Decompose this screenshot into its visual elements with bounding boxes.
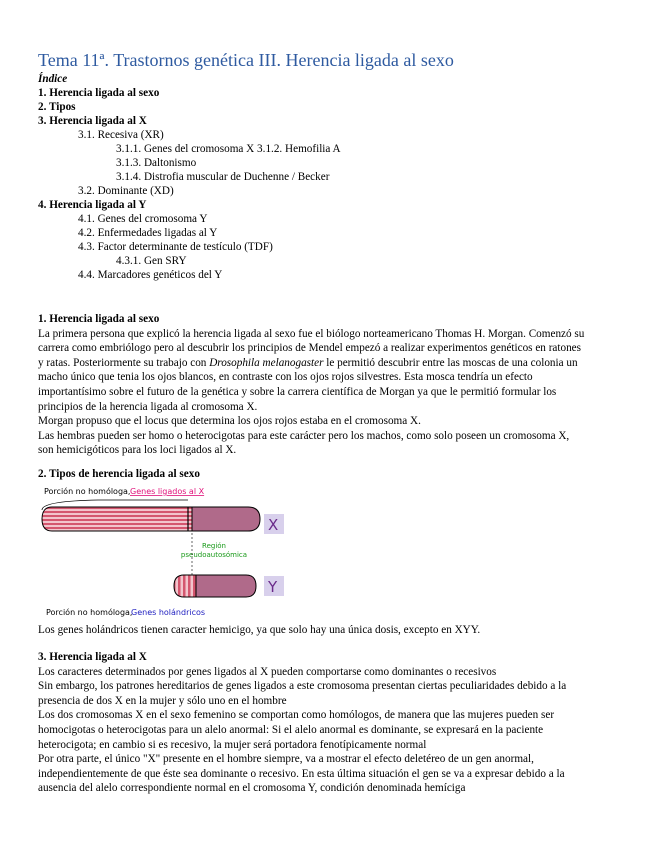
paragraph-line: Por otra parte, el único "X" presente en el hombre siempre, va a mostrar el efecto deletéreo de un gen anormal, — [38, 753, 534, 766]
toc-item: 3.1.4. Distrofia muscular de Duchenne / Becker — [116, 171, 330, 183]
paragraph-line: independientemente de que éste sea dominante o recesivo. En esta última situación el gen se va a expresar debido a la — [38, 767, 565, 780]
toc-item: 3.2. Dominante (XD) — [78, 185, 174, 197]
toc-item: 3.1. Recesiva (XR) — [78, 129, 164, 141]
paragraph-line: macho único que tenia los ojos blancos, en contraste con los ojos rojos silvestres. Esta mosca tendría un efecto — [38, 371, 533, 384]
paragraph-line: La primera persona que explicó la herencia ligada al sexo fue el biólogo norteamericano Thomas H. Morgan. Comenzó su — [38, 327, 585, 340]
top-label-a: Porción no homóloga, — [44, 487, 131, 496]
x-label: X — [268, 516, 279, 534]
region-label-2: pseudoautosómica — [180, 551, 248, 559]
paragraph-line: Sin embargo, los patrones hereditarios de genes ligados a este cromosoma presentan ciertas peculiaridades debido a la — [38, 680, 567, 693]
y-label: Y — [268, 578, 278, 596]
paragraph-line — [38, 356, 584, 371]
paragraph-line: Morgan propuso que el locus que determina los ojos rojos estaba en el cromosoma X. — [38, 415, 421, 428]
toc-item: 4.4. Marcadores genéticos del Y — [78, 269, 223, 281]
toc-item: 3.1.3. Daltonismo — [116, 157, 197, 169]
paragraph-line: presencia de dos X en la mujer y sólo uno en el hombre — [38, 694, 287, 707]
y-pseudoautosomal-segment — [196, 575, 256, 597]
x-nonhomologous-segment — [42, 507, 192, 531]
paragraph-line: Los dos cromosomas X en el sexo femenino se comportan como homólogos, de manera que las mujeres pueden ser — [38, 709, 555, 722]
toc-item: 3.1.1. Genes del cromosoma X 3.1.2. Hemofilia A — [116, 143, 341, 155]
paragraph-line: Los caracteres determinados por genes ligados al X pueden comportarse como dominantes o recesivos — [38, 665, 497, 678]
toc-item: 4.2. Enfermedades ligadas al Y — [78, 227, 218, 239]
region-label-1: Región — [202, 542, 226, 550]
paragraph-line: Las hembras pueden ser homo o heterocigotas para este carácter pero los machos, como solo poseen un cromosoma X, — [38, 429, 570, 442]
text-run: le permitió descubrir entre las moscas de una colonia un — [323, 356, 578, 369]
section-2-heading: 2. Tipos de herencia ligada al sexo — [38, 468, 200, 480]
paragraph-line: heterocigota; en cambio si es recesivo, la mujer será portadora fenotípicamente normal — [38, 738, 427, 751]
section-3 — [38, 650, 566, 796]
figure-caption: Los genes holándricos tienen caracter hemicigo, ya que solo hay una única dosis, excepto en XYY. — [38, 624, 481, 636]
species-name: Drosophila melanogaster — [209, 356, 324, 369]
paragraph-line: ausencia del alelo correspondiente normal en el cromosoma Y, condición denominada hemícigа — [38, 782, 466, 795]
toc-item: 4.3.1. Gen SRY — [116, 255, 187, 267]
section-1 — [38, 312, 584, 458]
toc-item: 2. Tipos — [38, 101, 76, 113]
x-pseudoautosomal-segment — [192, 507, 260, 531]
toc-item: 4.3. Factor determinante de testículo (TDF) — [78, 241, 273, 253]
y-nonhomologous-segment — [174, 575, 196, 597]
chromosome-diagram — [38, 483, 298, 619]
section-3-heading: 3. Herencia ligada al X — [38, 651, 147, 663]
paragraph-line: son hemicigóticos para los loci ligados al X. — [38, 444, 237, 457]
page-title: Tema 11ª. Trastornos genética III. Herencia ligada al sexo — [38, 50, 454, 70]
paragraph-line: principios de la herencia ligada al cromosoma X. — [38, 400, 258, 413]
section-1-heading: 1. Herencia ligada al sexo — [38, 313, 160, 325]
paragraph-line: homocigotas o heterocigotas para un alelo anormal: Si el alelo anormal es dominante, se expresará en la paciente — [38, 723, 544, 736]
index-label: Índice — [38, 73, 68, 85]
bottom-label-b: Genes holándricos — [131, 608, 206, 617]
paragraph-line: carrera como embriólogo pero al descubrir los principios de Mendel empezó a realizar experimentos genéticos en ratones — [38, 342, 581, 355]
toc-item: 1. Herencia ligada al sexo — [38, 87, 160, 99]
text-run: y ratas. Posteriormente su trabajo con — [38, 356, 210, 369]
top-label-b: Genes ligados al X — [130, 487, 205, 496]
toc-item: 3. Herencia ligada al X — [38, 115, 147, 127]
bottom-label-a: Porción no homóloga, — [46, 608, 133, 617]
toc-item: 4.1. Genes del cromosoma Y — [78, 213, 208, 225]
toc-item: 4. Herencia ligada al Y — [38, 199, 147, 211]
paragraph-line: importantísimo sobre el futuro de la genética y sobre la carrera científica de Morgan ya que le permitió formular los — [38, 385, 557, 398]
